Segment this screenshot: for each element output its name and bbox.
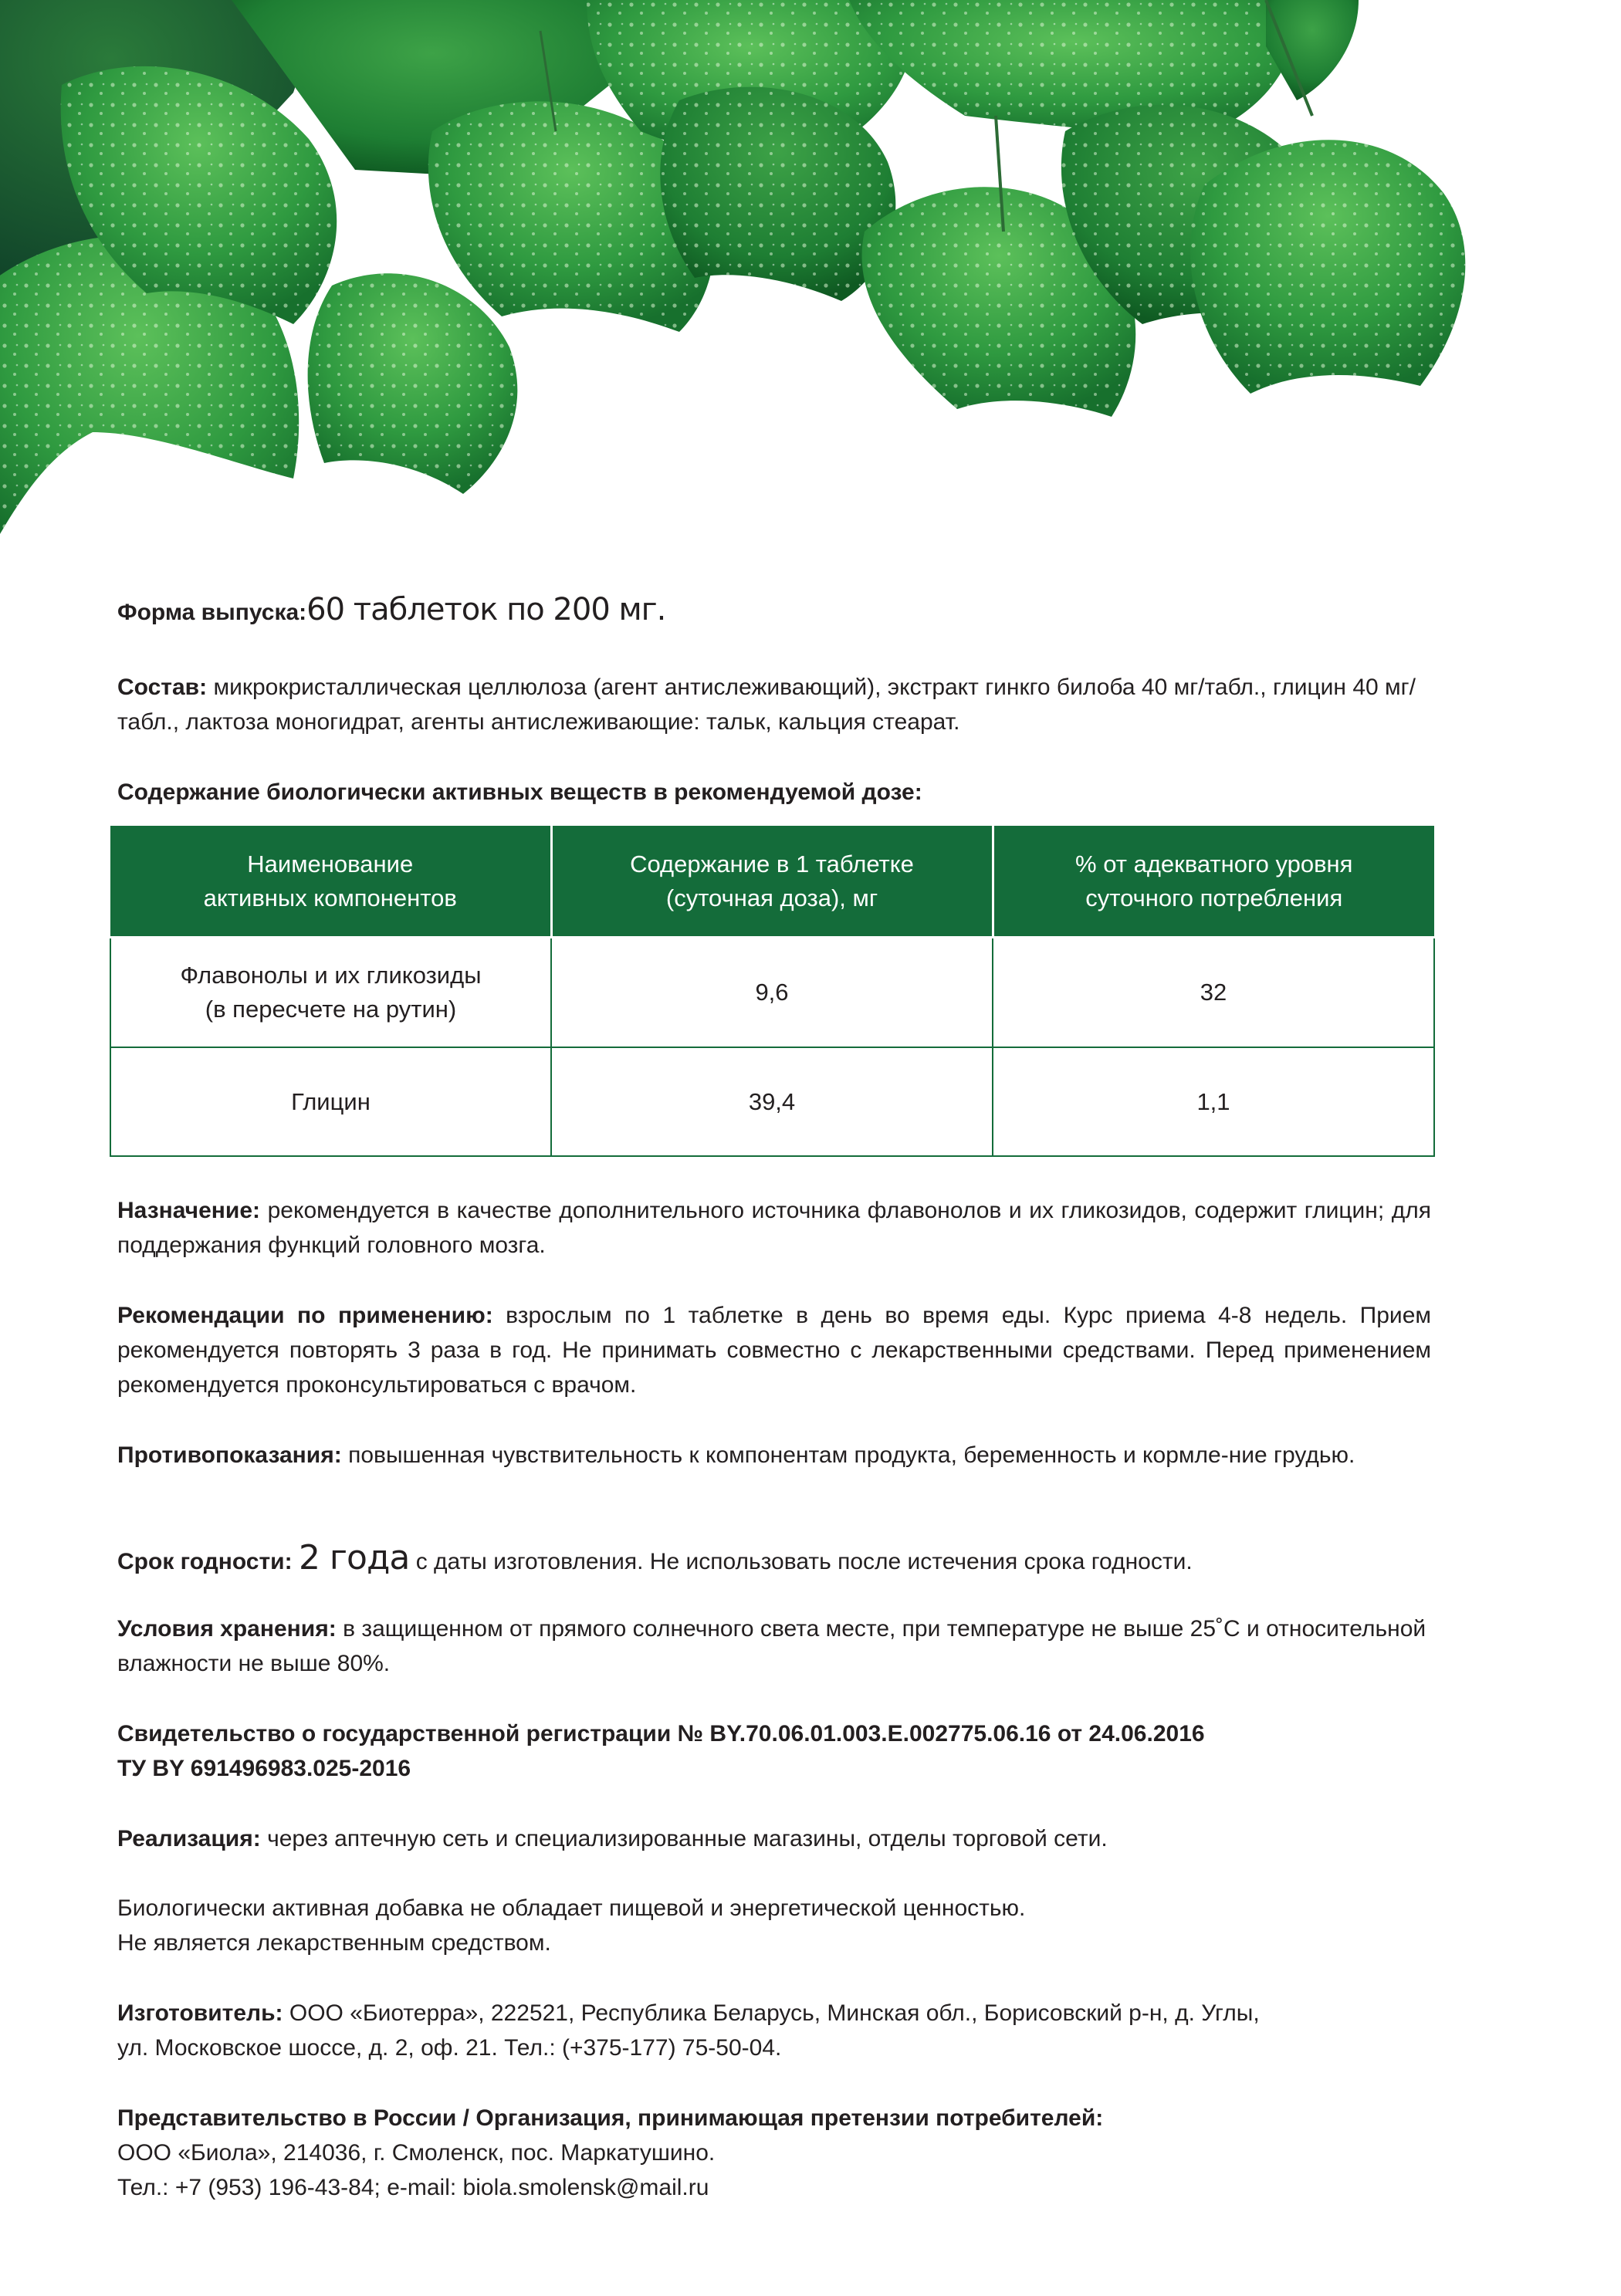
cell-amount: 39,4: [551, 1047, 993, 1156]
composition-text: микрокристаллическая целлюлоза (агент антислеживающий), экстракт гинкго билоба 40 мг/табл., глицин 40 мг/табл., лактоза моногидрат, агенты антислеживающие: тальк, кальция стеарат.: [117, 675, 1416, 735]
header-amount: [551, 826, 993, 938]
cell-name: [110, 1047, 551, 1156]
composition: [117, 670, 1431, 739]
active-ingredients-table: [110, 826, 1435, 1157]
content-heading: Содержание биологически активных веществ в рекомендуемой дозе:: [117, 779, 922, 805]
manufacturer-label: Изготовитель:: [117, 2000, 283, 2026]
header-amount-line1: Содержание в 1 таблетке: [630, 850, 914, 877]
shelf-life-label: Срок годности:: [117, 1549, 293, 1574]
sales-label: Реализация:: [117, 1826, 261, 1851]
notice-line2: Не является лекарственным средством.: [117, 1930, 551, 1956]
usage: [117, 1298, 1431, 1402]
usage-text: взрослым по 1 таблетке в день во время еды. Курс приема 4-8 недель. Прием рекомендуется повторять 3 раза в год. Не принимать совместно с лекарственными средствами. Перед применением рекомендуется проконсультироваться с врачом.: [117, 1303, 1431, 1398]
ginkgo-leaves-illustration: [0, 0, 1621, 571]
shelf-life: [117, 1540, 1431, 1579]
sales-text: через аптечную сеть и специализированные магазины, отделы торговой сети.: [267, 1826, 1108, 1851]
purpose: [117, 1193, 1431, 1263]
leaf-group-center: [232, 0, 914, 332]
manufacturer-address-2: ул. Московское шоссе, д. 2, оф. 21. Тел.: (+375-177) 75-50-04.: [117, 2035, 782, 2061]
header-name-line1: Наименование: [247, 850, 414, 877]
release-form-value: 60 таблеток по 200 мг.: [306, 592, 666, 627]
header-percent-line2: суточного потребления: [1085, 884, 1343, 911]
storage: [117, 1611, 1431, 1681]
release-form-label: Форма выпуска:: [117, 600, 307, 625]
header-name-line2: активных компонентов: [203, 884, 457, 911]
sales: [117, 1821, 1431, 1856]
table-header-row: [110, 826, 1434, 938]
notice-line1: Биологически активная добавка не обладает пищевой и энергетической ценностью.: [117, 1895, 1026, 1921]
table-row: [110, 1047, 1434, 1156]
contraindications: [117, 1438, 1431, 1473]
table-row: [110, 938, 1434, 1048]
registration-certificate: Свидетельство о государственной регистрации № BY.70.06.01.003.E.002775.06.16 от 24.06.2016: [117, 1721, 1205, 1747]
registration: [117, 1716, 1431, 1786]
cell-name: [110, 938, 551, 1048]
contraindications-text: повышенная чувствительность к компонентам продукта, беременность и кормле-ние грудью.: [348, 1442, 1355, 1468]
manufacturer: [117, 1996, 1431, 2065]
cell-name-line1: Глицин: [291, 1087, 371, 1115]
purpose-text: рекомендуется в качестве дополнительного источника флавонолов и их гликозидов, содержит глицин; для поддержания функций головного мозга.: [117, 1198, 1431, 1258]
manufacturer-address-1: ООО «Биотерра», 222521, Республика Беларусь, Минская обл., Борисовский р-н, д. Углы,: [289, 2000, 1260, 2026]
representative-address: ООО «Биола», 214036, г. Смоленск, пос. Маркатушино.: [117, 2140, 716, 2166]
representative-heading: Представительство в России / Организация, принимающая претензии потребителей:: [117, 2105, 1104, 2131]
registration-tu: ТУ BY 691496983.025-2016: [117, 1756, 411, 1781]
contraindications-label: Противопоказания:: [117, 1442, 342, 1468]
shelf-life-text: с даты изготовления. Не использовать после истечения срока годности.: [415, 1549, 1193, 1574]
release-form: [117, 593, 1431, 630]
cell-percent: 32: [993, 938, 1434, 1048]
notice: [117, 1891, 1431, 1960]
header-name: [110, 826, 551, 938]
storage-label: Условия хранения:: [117, 1616, 337, 1642]
header-amount-line2: (суточная доза), мг: [665, 884, 878, 911]
shelf-life-value: 2 года: [298, 1538, 410, 1577]
cell-name-line1: Флавонолы и их гликозиды: [180, 962, 482, 989]
purpose-label: Назначение:: [117, 1198, 261, 1223]
manufacturer-line1: [117, 1996, 1431, 2031]
cell-percent: 1,1: [993, 1047, 1434, 1156]
storage-text: в защищенном от прямого солнечного света месте, при температуре не выше 25˚С и относительной влажности не выше 80%.: [117, 1616, 1426, 1676]
composition-label: Состав:: [117, 675, 208, 700]
representative: [117, 2101, 1431, 2205]
usage-label: Рекомендации по применению:: [117, 1303, 493, 1328]
cell-name-line2: (в пересчете на рутин): [205, 996, 457, 1023]
header-percent-line1: % от адекватного уровня: [1075, 850, 1353, 877]
header-percent: [993, 826, 1434, 938]
cell-amount: 9,6: [551, 938, 993, 1048]
representative-contacts: Тел.: +7 (953) 196-43-84; e-mail: biola.smolensk@mail.ru: [117, 2175, 709, 2200]
